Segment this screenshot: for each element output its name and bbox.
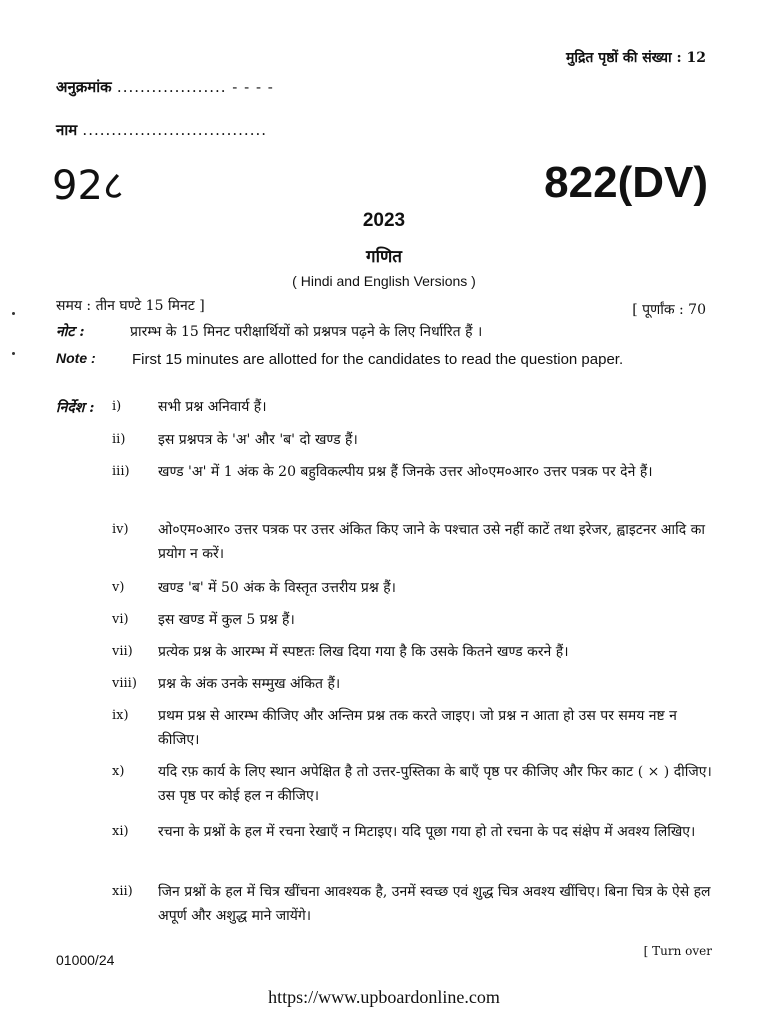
instruction-text: प्रत्येक प्रश्न के आरम्भ में स्पष्टतः लिख दिया गया है कि उसके कितने खण्ड करने हैं। [158, 644, 569, 660]
subject-title: गणित [366, 247, 402, 267]
note-hindi-label: नोट : [56, 324, 85, 340]
roll-number-field [56, 77, 274, 97]
instruction-text: ओ०एम०आर० उत्तर पत्रक पर उत्तर अंकित किए जाने के पश्चात उसे नहीं काटें तथा इरेजर, ह्वाइटनर आदि का प्रयोग न करें। [158, 522, 705, 562]
instruction-number: iv) [112, 522, 129, 537]
instruction-text: खण्ड 'अ' में 1 अंक के 20 बहुविकल्पीय प्रश्न हैं जिनके उत्तर ओ०एम०आर० उत्तर पत्रक पर देने हैं। [158, 464, 653, 480]
versions-note: ( Hindi and English Versions ) [292, 273, 476, 289]
exam-year: 2023 [362, 210, 406, 231]
name-label: नाम [56, 121, 78, 139]
source-url: https://www.upboardonline.com [268, 987, 500, 1007]
instruction-text: जिन प्रश्नों के हल में चित्र खींचना आवश्यक है, उनमें स्वच्छ एवं शुद्ध चित्र अवश्य खींचिए। बिना चित्र के ऐसे हल अपूर्ण और अशुद्ध माने जायेंगे। [158, 884, 711, 924]
note-english-text: First 15 minutes are allotted for the candidates to read the question paper. [132, 351, 624, 368]
max-marks: [ पूर्णांक : 70 [632, 302, 706, 318]
paper-code-right: 822(DV) [544, 158, 708, 207]
instruction-text: प्रश्न के अंक उनके सम्मुख अंकित हैं। [158, 676, 341, 692]
instruction-number: vii) [112, 644, 133, 659]
instruction-number: iii) [112, 464, 130, 479]
instruction-text: इस खण्ड में कुल 5 प्रश्न हैं। [158, 612, 295, 628]
roll-number-label: अनुक्रमांक [56, 78, 112, 96]
instruction-number: xii) [112, 884, 133, 899]
instruction-text: इस प्रश्नपत्र के 'अ' और 'ब' दो खण्ड हैं। [158, 432, 358, 448]
note-hindi-text: प्रारम्भ के 15 मिनट परीक्षार्थियों को प्रश्नपत्र पढ़ने के लिए निर्धारित हैं । [130, 324, 483, 340]
instruction-number: viii) [112, 676, 137, 691]
instruction-text: सभी प्रश्न अनिवार्य हैं। [158, 399, 267, 415]
instruction-number: ii) [112, 432, 126, 447]
instruction-text: यदि रफ़ कार्य के लिए स्थान अपेक्षित है तो उत्तर-पुस्तिका के बाएँ पृष्ठ पर कीजिए और फिर काट ( × ) दीजिए। उस पृष्ठ पर कोई हल न कीजिए। [158, 764, 712, 804]
printed-pages-count: मुद्रित पृष्ठों की संख्या : 12 [565, 50, 706, 66]
instruction-text: रचना के प्रश्नों के हल में रचना रेखाएँ न मिटाइए। यदि पूछा गया हो तो रचना के पद संक्षेप में अवश्य लिखिए। [158, 824, 696, 840]
scan-speck [12, 352, 15, 355]
instruction-number: i) [112, 399, 122, 414]
instruction-number: xi) [112, 824, 129, 839]
name-dots: ................................ [82, 121, 267, 139]
paper-code-left: 92८ [52, 163, 124, 209]
footer-code: 01000/24 [56, 952, 115, 968]
time-allowed: समय : तीन घण्टे 15 मिनट ] [56, 298, 205, 314]
name-field [56, 120, 267, 140]
note-english-label: Note : [56, 350, 96, 366]
roll-number-dots: ................... - - - - [116, 78, 274, 96]
turn-over-note: [ Turn over [643, 944, 712, 958]
instruction-number: vi) [112, 612, 129, 627]
instruction-number: v) [112, 580, 125, 595]
instruction-number: ix) [112, 708, 129, 723]
instruction-text: खण्ड 'ब' में 50 अंक के विस्तृत उत्तरीय प्रश्न हैं। [158, 580, 396, 596]
scan-speck [12, 312, 15, 315]
instructions-label: निर्देश : [56, 400, 95, 416]
instruction-number: x) [112, 764, 125, 779]
instruction-text: प्रथम प्रश्न से आरम्भ कीजिए और अन्तिम प्रश्न तक करते जाइए। जो प्रश्न न आता हो उस पर समय नष्ट न कीजिए। [158, 708, 677, 748]
